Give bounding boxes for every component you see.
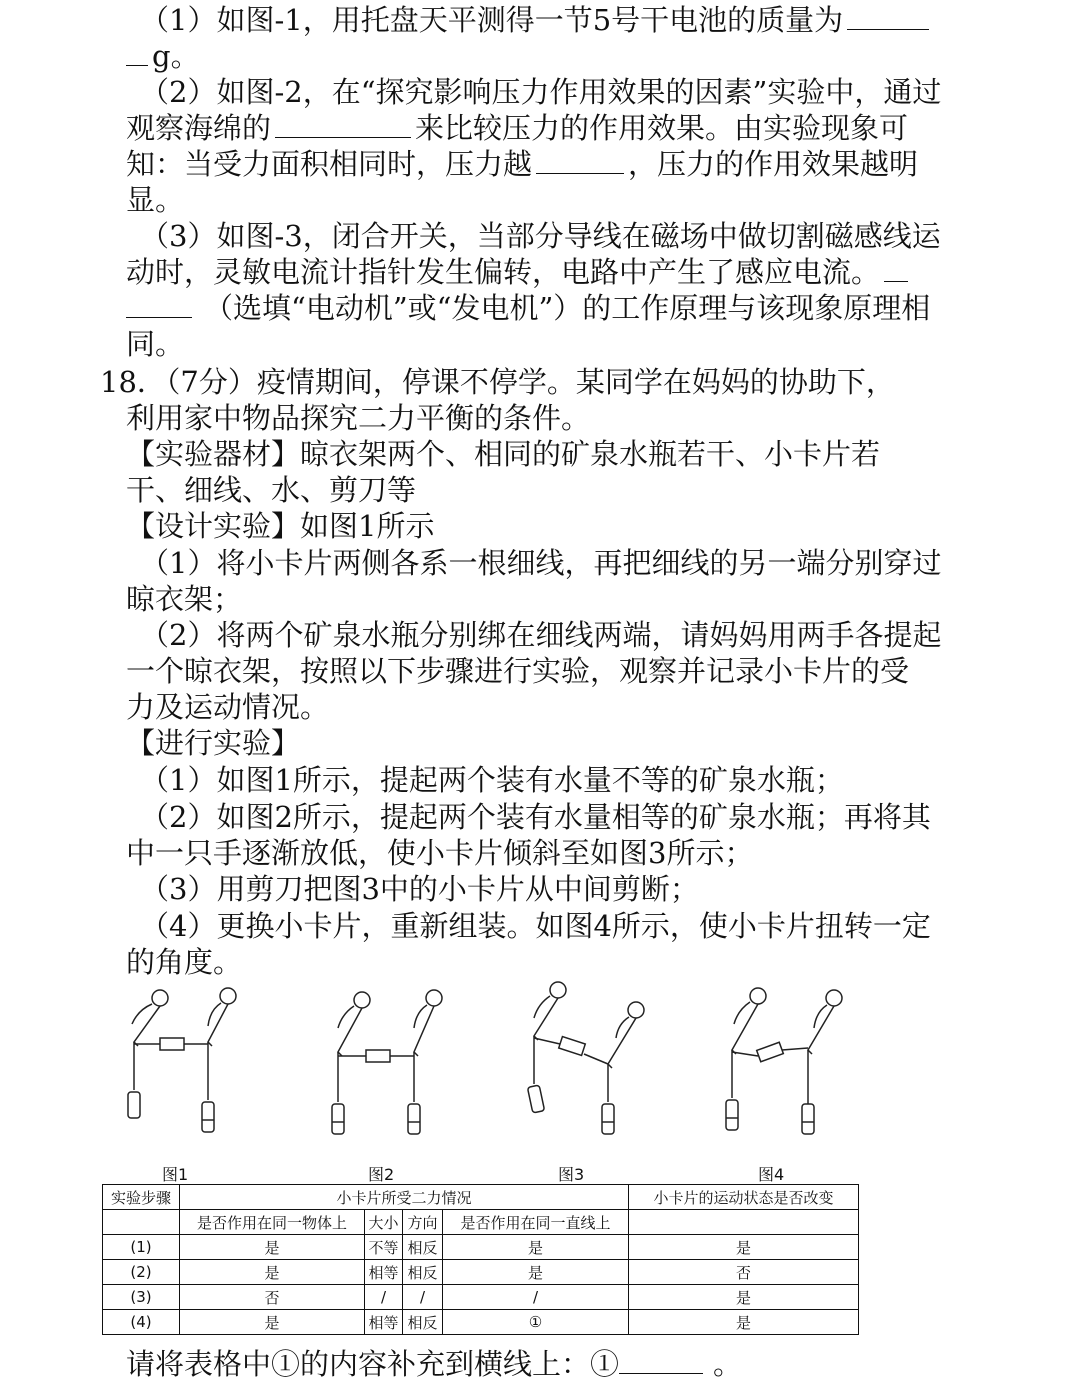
table-cell: 是 bbox=[629, 1285, 859, 1310]
table-row bbox=[103, 1310, 859, 1335]
table-cell: 相等 bbox=[365, 1310, 403, 1335]
figure-1-caption: 图1 bbox=[162, 1165, 189, 1184]
q18-design-step2-line2: 一个晾衣架，按照以下步骤进行实验，观察并记录小卡片的受 bbox=[126, 654, 910, 688]
figure-1-illustration bbox=[118, 980, 318, 1150]
answer-blank-mass-cont[interactable] bbox=[126, 39, 148, 66]
table-cell: 是 bbox=[180, 1310, 365, 1335]
table-cell: / bbox=[443, 1285, 629, 1310]
q18-procedure-step4-line2: 的角度。 bbox=[126, 945, 243, 979]
table-cell: 否 bbox=[629, 1260, 859, 1285]
figure-4-illustration bbox=[718, 980, 918, 1150]
q18-design-step2-line1: （2）将两个矿泉水瓶分别绑在细线两端，请妈妈用两手各提起 bbox=[140, 618, 942, 652]
table-cell: / bbox=[403, 1285, 443, 1310]
q18-procedure-step1: （1）如图1所示，提起两个装有水量不等的矿泉水瓶； bbox=[140, 763, 844, 797]
experiment-table bbox=[102, 1184, 859, 1335]
table-cell: 是 bbox=[180, 1235, 365, 1260]
table-cell: (3) bbox=[103, 1285, 180, 1310]
table-row bbox=[103, 1235, 859, 1260]
answer-blank-machine[interactable] bbox=[884, 255, 908, 282]
q18-title-line2: 利用家中物品探究二力平衡的条件。 bbox=[126, 401, 591, 435]
table-cell: 相反 bbox=[403, 1260, 443, 1285]
table-cell: 是 bbox=[443, 1260, 629, 1285]
table-header-cell: 是否作用在同一物体上 bbox=[180, 1210, 365, 1235]
q18-materials-line1: 【实验器材】晾衣架两个、相同的矿泉水瓶若干、小卡片若 bbox=[126, 437, 881, 471]
figure-2-caption: 图2 bbox=[368, 1165, 395, 1184]
table-cell: 是 bbox=[629, 1235, 859, 1260]
q18-procedure-step3: （3）用剪刀把图3中的小卡片从中间剪断； bbox=[140, 872, 699, 906]
q18-design-step2-line3: 力及运动情况。 bbox=[126, 690, 330, 724]
q18-materials-line2: 干、细线、水、剪刀等 bbox=[126, 473, 417, 507]
table-header-cell: 实验步骤 bbox=[103, 1185, 180, 1210]
table-cell: / bbox=[365, 1285, 403, 1310]
table-cell: (2) bbox=[103, 1260, 180, 1285]
table-cell: 是 bbox=[629, 1310, 859, 1335]
q18-design-step1-line2: 晾衣架； bbox=[126, 582, 243, 616]
q18-design-step1-line1: （1）将小卡片两侧各系一根细线，再把细线的另一端分别穿过 bbox=[140, 546, 942, 580]
table-header-cell bbox=[629, 1210, 859, 1235]
figure-4-caption: 图4 bbox=[758, 1165, 785, 1184]
figure-3-caption: 图3 bbox=[558, 1165, 585, 1184]
table-header-cell: 方向 bbox=[403, 1210, 443, 1235]
q18-procedure-step2-line1: （2）如图2所示，提起两个装有水量相等的矿泉水瓶；再将其 bbox=[140, 800, 931, 834]
q18-procedure-title: 【进行实验】 bbox=[126, 726, 301, 760]
answer-blank-pressure[interactable] bbox=[536, 147, 624, 174]
q18-title-line1: 18．（7分）疫情期间，停课不停学。某同学在妈妈的协助下， bbox=[100, 365, 895, 399]
table-header-row-2 bbox=[103, 1210, 859, 1235]
table-cell: (4) bbox=[103, 1310, 180, 1335]
table-cell: 是 bbox=[443, 1235, 629, 1260]
final-question: 请将表格中①的内容补充到横线上：① 。 bbox=[126, 1347, 743, 1381]
q17-part3-line3: （选填“电动机”或“发电机”）的工作原理与该现象原理相 bbox=[126, 290, 930, 326]
table-header-cell: 小卡片所受二力情况 bbox=[180, 1185, 629, 1210]
answer-blank-mass[interactable] bbox=[847, 3, 929, 30]
q18-procedure-step4-line1: （4）更换小卡片，重新组装。如图4所示，使小卡片扭转一定 bbox=[140, 909, 931, 943]
q17-part2-line4: 显。 bbox=[126, 183, 185, 217]
q17-part3-line4: 同。 bbox=[126, 327, 185, 361]
answer-blank-machine-cont[interactable] bbox=[126, 291, 192, 318]
figure-3-illustration bbox=[518, 980, 718, 1150]
table-header-cell: 是否作用在同一直线上 bbox=[443, 1210, 629, 1235]
q17-part3-line1: （3）如图-3，闭合开关，当部分导线在磁场中做切割磁感线运 bbox=[140, 219, 941, 253]
table-cell: ① bbox=[443, 1310, 629, 1335]
table-cell: 相等 bbox=[365, 1260, 403, 1285]
q17-part1-line1: （1）如图-1，用托盘天平测得一节5号干电池的质量为 bbox=[140, 2, 933, 38]
figure-2-illustration bbox=[318, 980, 518, 1150]
table-header-cell bbox=[103, 1210, 180, 1235]
table-header-row-1 bbox=[103, 1185, 859, 1210]
q17-part3-line2: 动时，灵敏电流计指针发生偏转，电路中产生了感应电流。 bbox=[126, 254, 912, 290]
table-cell: (1) bbox=[103, 1235, 180, 1260]
q18-procedure-step2-line2: 中一只手逐渐放低，使小卡片倾斜至如图3所示； bbox=[126, 836, 754, 870]
table-cell: 相反 bbox=[403, 1235, 443, 1260]
table-cell: 相反 bbox=[403, 1310, 443, 1335]
answer-blank-sponge[interactable] bbox=[275, 111, 411, 138]
q17-part2-line1: （2）如图-2，在“探究影响压力作用效果的因素”实验中，通过 bbox=[140, 75, 942, 109]
table-cell: 不等 bbox=[365, 1235, 403, 1260]
answer-blank-circle-1[interactable] bbox=[619, 1347, 703, 1374]
q17-part1-line2: g。 bbox=[126, 38, 200, 74]
table-header-cell: 大小 bbox=[365, 1210, 403, 1235]
q18-design-title: 【设计实验】如图1所示 bbox=[126, 509, 435, 543]
table-cell: 是 bbox=[180, 1260, 365, 1285]
q17-part2-line3: 知：当受力面积相同时，压力越 ，压力的作用效果越明 bbox=[126, 147, 919, 181]
table-cell: 否 bbox=[180, 1285, 365, 1310]
table-header-cell: 小卡片的运动状态是否改变 bbox=[629, 1185, 859, 1210]
table-row bbox=[103, 1285, 859, 1310]
table-row bbox=[103, 1260, 859, 1285]
q17-part2-line2: 观察海绵的 来比较压力的作用效果。由实验现象可 bbox=[126, 111, 909, 145]
